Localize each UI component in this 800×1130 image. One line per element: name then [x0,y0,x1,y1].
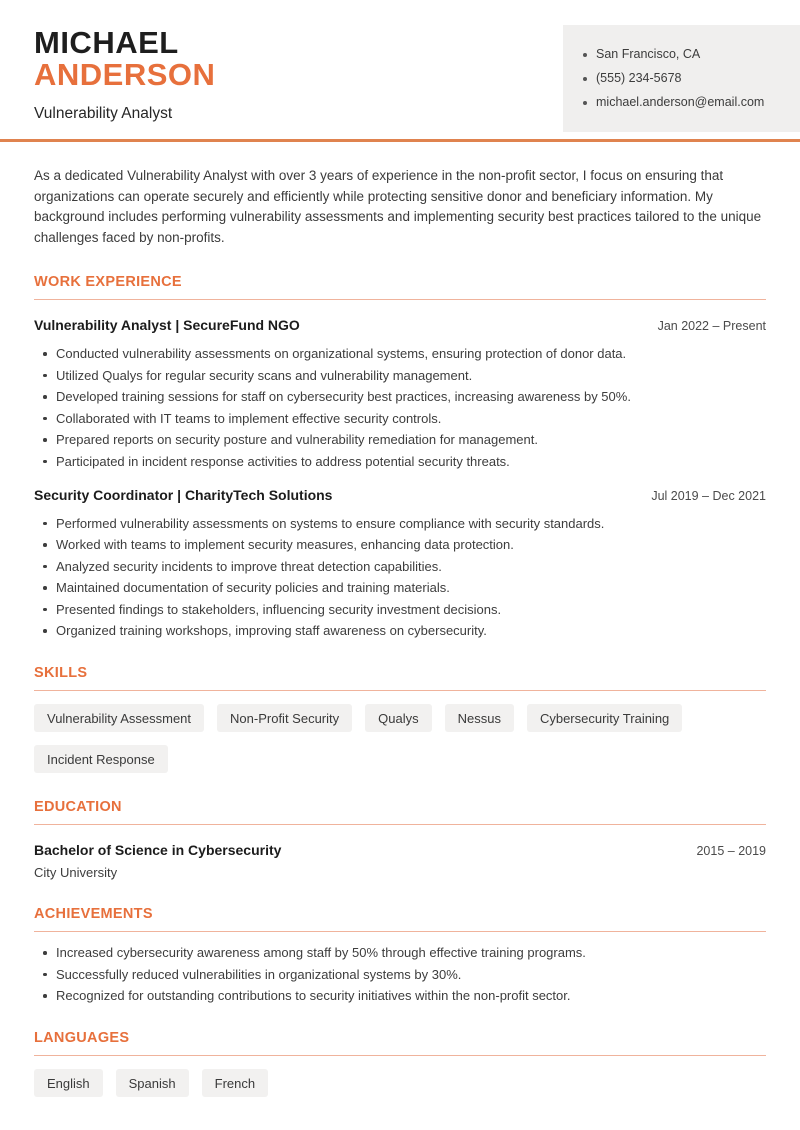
job-bullet: Utilized Qualys for regular security scans and vulnerability management. [34,367,766,384]
job-bullet-list [34,515,766,640]
section-title-languages: LANGUAGES [34,1030,130,1046]
achievement-bullet: Recognized for outstanding contributions to security initiatives within the non-profit sector. [34,987,766,1004]
education-header [34,842,766,858]
contact-box [563,25,800,132]
skill-chip: Non-Profit Security [217,704,352,732]
section-title-work-experience: WORK EXPERIENCE [34,274,182,290]
section-achievements [34,906,766,1004]
degree-title: Bachelor of Science in Cybersecurity [34,842,282,858]
languages-chip-list [34,1069,766,1097]
skill-chip: Qualys [365,704,431,732]
achievement-bullet: Increased cybersecurity awareness among staff by 50% through effective training programs. [34,944,766,961]
education-dates: 2015 – 2019 [696,844,766,858]
job-bullet: Prepared reports on security posture and vulnerability remediation for management. [34,431,766,448]
contact-list [583,47,784,110]
job-bullet: Participated in incident response activities to address potential security threats. [34,453,766,470]
section-languages [34,1030,766,1097]
section-work-experience [34,274,766,639]
skills-chip-list [34,704,766,773]
job-bullet: Collaborated with IT teams to implement effective security controls. [34,410,766,427]
language-chip: English [34,1069,103,1097]
section-title-achievements: ACHIEVEMENTS [34,906,153,922]
name-first: MICHAEL [34,25,179,60]
job-bullet-list [34,345,766,470]
school-name: City University [34,865,118,880]
resume-content [0,166,800,1097]
skill-chip: Nessus [445,704,514,732]
name-last: ANDERSON [34,57,216,92]
section-divider [34,931,766,932]
section-divider [34,690,766,691]
job-dates: Jan 2022 – Present [657,319,766,333]
skill-chip: Incident Response [34,745,168,773]
job-bullet: Developed training sessions for staff on cybersecurity best practices, increasing awareness by 50%. [34,388,766,405]
section-skills [34,665,766,773]
resume-header [0,0,800,139]
contact-location: San Francisco, CA [583,47,784,62]
job-bullet: Presented findings to stakeholders, influencing security investment decisions. [34,601,766,618]
contact-phone: (555) 234-5678 [583,71,784,86]
language-chip: French [202,1069,268,1097]
job-header [34,487,766,503]
job-bullet: Analyzed security incidents to improve threat detection capabilities. [34,558,766,575]
header-job-title: Vulnerability Analyst [34,105,173,122]
job-header [34,317,766,333]
job-title: Vulnerability Analyst | SecureFund NGO [34,317,300,333]
job-title: Security Coordinator | CharityTech Solutions [34,486,333,503]
section-divider [34,1055,766,1056]
section-title-education: EDUCATION [34,799,122,815]
header-divider [0,139,800,142]
job-bullet: Organized training workshops, improving staff awareness on cybersecurity. [34,622,766,639]
skill-chip: Cybersecurity Training [527,704,682,732]
language-chip: Spanish [116,1069,189,1097]
job-dates: Jul 2019 – Dec 2021 [651,488,766,503]
section-divider [34,299,766,300]
job-entry [34,487,766,640]
section-divider [34,824,766,825]
job-bullet: Performed vulnerability assessments on systems to ensure compliance with security standards. [34,515,766,532]
skill-chip: Vulnerability Assessment [34,704,204,732]
summary-text: As a dedicated Vulnerability Analyst with over 3 years of experience in the non-profit sector, I focus on ensuring that organizations can operate securely and efficiently while protecting sensitive donor and beneficiary information. My background includes performing vulnerability assessments and implementing security best practices tailored to the unique challenges faced by non-profits. [34,168,762,245]
section-title-skills: SKILLS [34,665,88,681]
job-bullet: Conducted vulnerability assessments on organizational systems, ensuring protection of donor data. [34,345,766,362]
job-bullet: Maintained documentation of security policies and training materials. [34,579,766,596]
achievements-list [34,944,766,1004]
job-bullet: Worked with teams to implement security measures, enhancing data protection. [34,536,766,553]
contact-email: michael.anderson@email.com [583,95,784,110]
section-education [34,799,766,880]
job-entry [34,317,766,470]
achievement-bullet: Successfully reduced vulnerabilities in organizational systems by 30%. [34,966,766,983]
